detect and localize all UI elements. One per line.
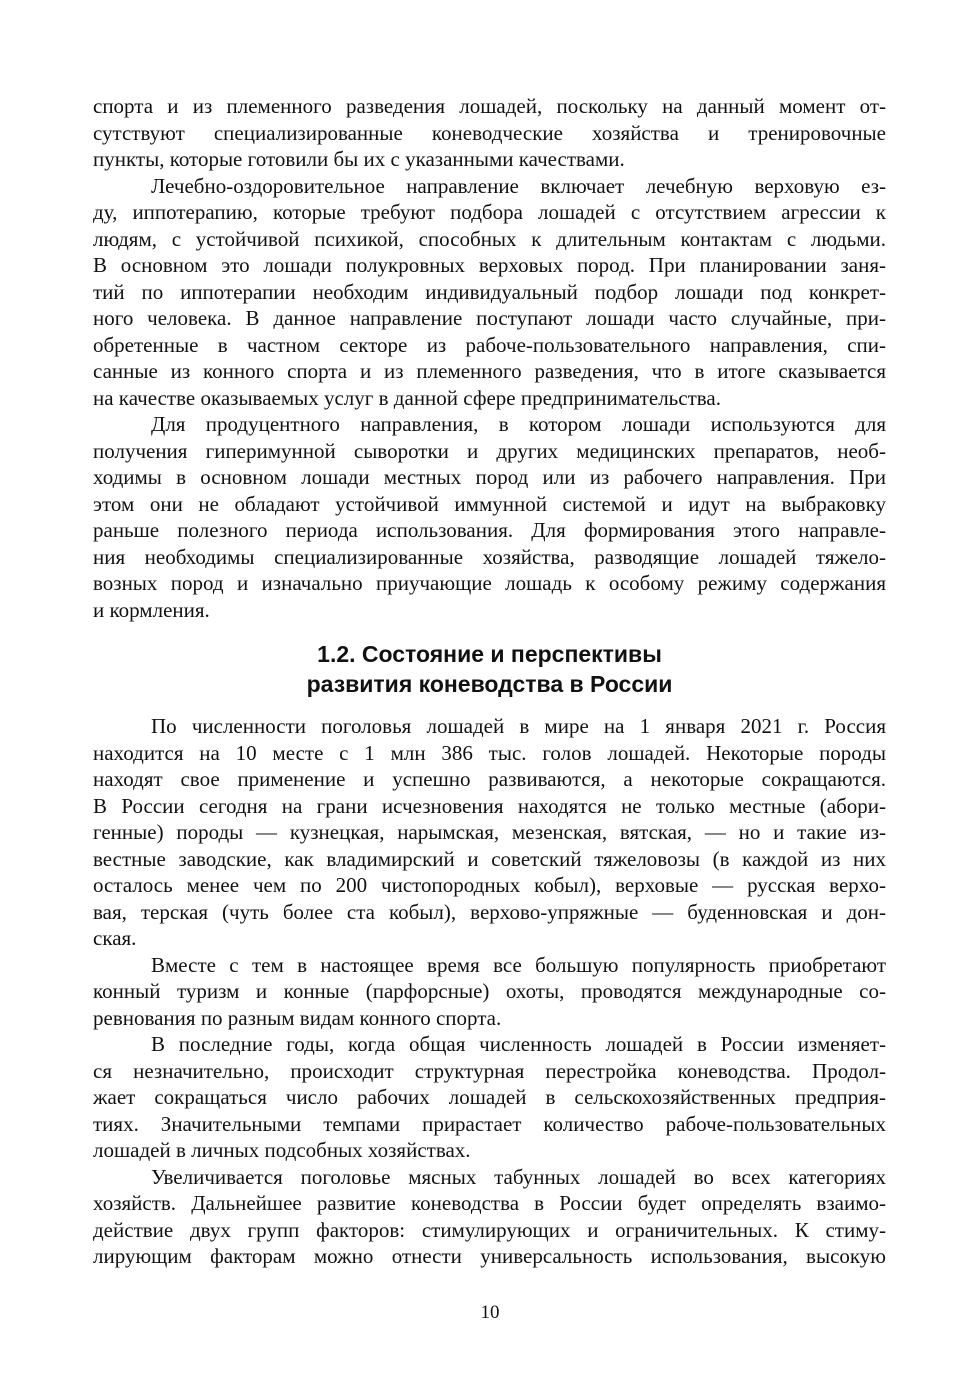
text-line: тиях. Значительными темпами прирастает количество рабоче-пользовательных (93, 1111, 886, 1136)
text-line: раньше полезного периода использования. Для формирования этого направле- (93, 518, 886, 542)
text-line: Лечебно-оздоровительное направление включает лечебную верховую ез- (151, 173, 886, 198)
paragraph-population (93, 713, 886, 952)
text-line: ходимы в основном лошади местных пород или из рабочего направления. При (93, 465, 886, 489)
text-line: ду, иппотерапию, которые требуют подбора лошадей с отсутствием агрессии к (93, 200, 886, 224)
text-line: конный туризм и конные (парфорсные) охоты, проводятся международные со- (93, 979, 886, 1003)
text-line: действие двух групп факторов: стимулирующих и ограничительных. К стиму- (93, 1217, 886, 1242)
paragraph-restructuring (93, 1031, 886, 1164)
section-heading-line2: развития коневодства в России (306, 671, 673, 697)
text-line: В последние годы, когда общая численность лошадей в России изменяет- (151, 1032, 886, 1056)
text-line: осталось менее чем по 200 чистопородных кобыл), верховые — русская верхо- (93, 873, 886, 897)
text-line: ного человека. В данное направление поступают лошади часто случайные, при- (93, 306, 886, 330)
paragraph-continuation (93, 93, 886, 173)
text-line: жает сокращаться число рабочих лошадей в сельскохозяйственных предприя- (93, 1085, 886, 1109)
page-body (93, 93, 886, 1270)
text-line: пункты, которые готовили бы их с указанными качествами. (93, 147, 625, 171)
text-line: Для продуцентного направления, в котором лошади используются для (151, 412, 886, 436)
text-line: находят свое применение и успешно развиваются, а некоторые сокращаются. (93, 767, 886, 791)
text-line: находится на 10 месте с 1 млн 386 тыс. голов лошадей. Некоторые породы (93, 740, 886, 765)
text-line: лирующим факторам можно отнести универсальность использования, высокую (93, 1244, 886, 1268)
text-line: этом они не обладают устойчивой иммунной системой и идут на выбраковку (93, 491, 886, 516)
text-line: обретенные в частном секторе из рабоче-пользовательного направления, спи- (93, 332, 886, 357)
text-line: сутствуют специализированные коневодческие хозяйства и тренировочные (93, 120, 886, 145)
text-line: ская. (93, 926, 137, 950)
text-line: возных пород и изначально приучающие лошадь к особому режиму содержания (93, 571, 886, 595)
section-heading-line1: 1.2. Состояние и перспективы (317, 641, 662, 667)
text-line: Вместе с тем в настоящее время все большую популярность приобретают (151, 952, 886, 977)
text-line: вестные заводские, как владимирский и советский тяжеловозы (в каждой из них (93, 846, 886, 871)
paragraph-producer (93, 411, 886, 623)
text-line: тий по иппотерапии необходим индивидуальный подбор лошади под конкрет- (93, 279, 886, 304)
text-line: ся незначительно, происходит структурная перестройка коневодства. Продол- (93, 1058, 886, 1083)
text-line: генные) породы — кузнецкая, нарымская, мезенская, вятская, — но и такие из- (93, 820, 886, 844)
paragraph-therapeutic (93, 173, 886, 412)
text-line: получения гиперимунной сыворотки и других медицинских препаратов, необ- (93, 438, 886, 463)
text-line: хозяйств. Дальнейшее развитие коневодства в России будет определять взаимо- (93, 1191, 886, 1215)
text-line: и кормления. (93, 597, 210, 622)
text-line: санные из конного спорта и из племенного разведения, что в итоге сказывается (93, 359, 886, 383)
paragraph-factors (93, 1164, 886, 1270)
text-line: вая, терская (чуть более ста кобыл), верхово-упряжные — буденновская и дон- (93, 899, 886, 924)
page-number: 10 (480, 1302, 500, 1323)
text-line: ревнования по разным видам конного спорта. (93, 1005, 502, 1030)
text-line: на качестве оказываемых услуг в данной сфере предпринимательства. (93, 385, 721, 410)
text-line: В основном это лошади полукровных верховых пород. При планировании заня- (93, 253, 886, 277)
text-line: В России сегодня на грани исчезновения находятся не только местные (абори- (93, 793, 886, 818)
text-line: людям, с устойчивой психикой, способных к длительным контактам с людьми. (93, 226, 886, 251)
section-heading (93, 639, 886, 699)
paragraph-tourism (93, 952, 886, 1032)
text-line: Увеличивается поголовье мясных табунных лошадей во всех категориях (151, 1164, 886, 1189)
text-line: спорта и из племенного разведения лошадей, поскольку на данный момент от- (93, 94, 886, 118)
text-line: ния необходимы специализированные хозяйства, разводящие лошадей тяжело- (93, 544, 886, 569)
text-line: По численности поголовья лошадей в мире на 1 января 2021 г. Россия (151, 714, 886, 738)
text-line: лошадей в личных подсобных хозяйствах. (93, 1138, 471, 1162)
